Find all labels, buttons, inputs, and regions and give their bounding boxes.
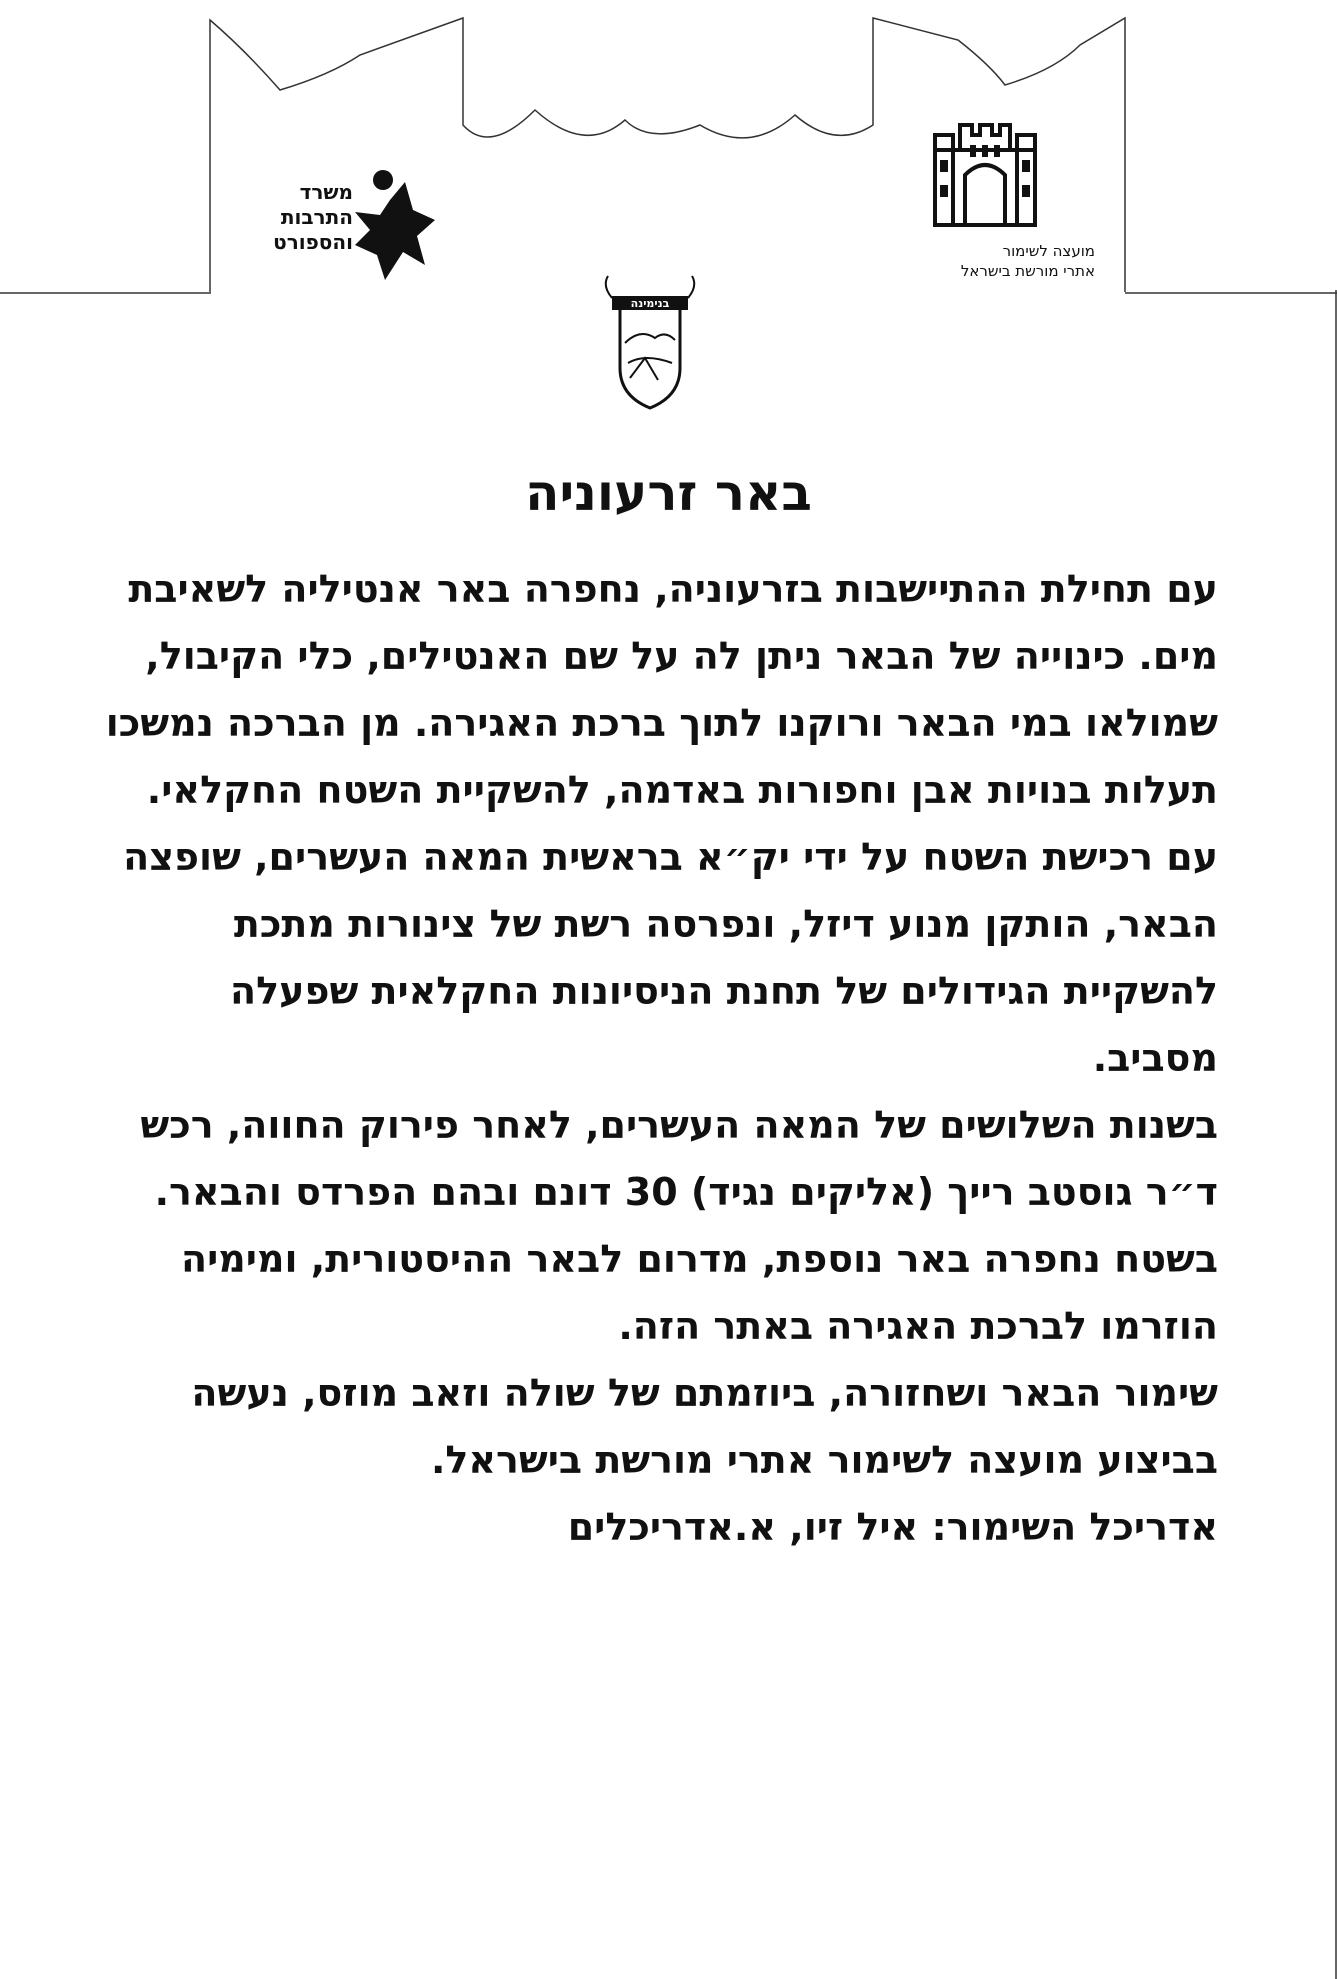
body-paragraph: שימור הבאר ושחזורה, ביוזמתם של שולה וזאב מוזס, נעשה בביצוע מועצה לשימור אתרי מורשת בישראל.: [191, 1371, 1218, 1482]
ministry-logo-line: משרד: [299, 180, 353, 204]
conservation-architect-credit: אדריכל השימור: איל זיו, א.אדריכלים: [567, 1505, 1218, 1549]
heritage-council-logo: [880, 115, 1110, 290]
emblem-banner: בנימינה: [630, 297, 670, 310]
municipal-shield-icon: [600, 268, 700, 418]
body-paragraph: עם רכישת השטח על ידי יק״א בראשית המאה העשרים, שופצה הבאר, הותקן מנוע דיזל, ונפרסה רשת של צינורות מתכת להשקיית הגידולים של תחנת הניסיונות החקלאית שפעלה מסביב.: [123, 835, 1218, 1080]
council-logo-line: מועצה לשימור: [1002, 242, 1095, 260]
fortress-gate-icon: [930, 115, 1040, 230]
sign-body: [100, 556, 1218, 1561]
ministry-logo-line: התרבות: [280, 205, 353, 229]
ministry-logo-line: והספורט: [273, 230, 353, 254]
body-paragraph: עם תחילת ההתיישבות בזרעוניה, נחפרה באר אנטיליה לשאיבת מים. כינוייה של הבאר ניתן לה על שם האנטילים, כלי הקיבול, שמולאו במי הבאר ורוקנו לתוך ברכת האגירה. מן הברכה נמשכו תעלות בנויות אבן וחפורות באדמה, להשקיית השטח החקלאי.: [105, 567, 1218, 812]
sign-title: באר זרעוניה: [525, 464, 812, 522]
council-logo-line: אתרי מורשת בישראל: [960, 262, 1095, 280]
municipal-emblem: [600, 268, 700, 418]
body-paragraph: בשנות השלושים של המאה העשרים, לאחר פירוק החווה, רכש ד״ר גוסטב רייך (אליקים נגיד) 30 דונם ובהם הפרדס והבאר. בשטח נחפרה באר נוספת, מדרום לבאר ההיסטורית, ומימיה הוזרמו לברכת האגירה באתר הזה.: [140, 1103, 1218, 1348]
ministry-of-culture-logo: [205, 160, 465, 290]
